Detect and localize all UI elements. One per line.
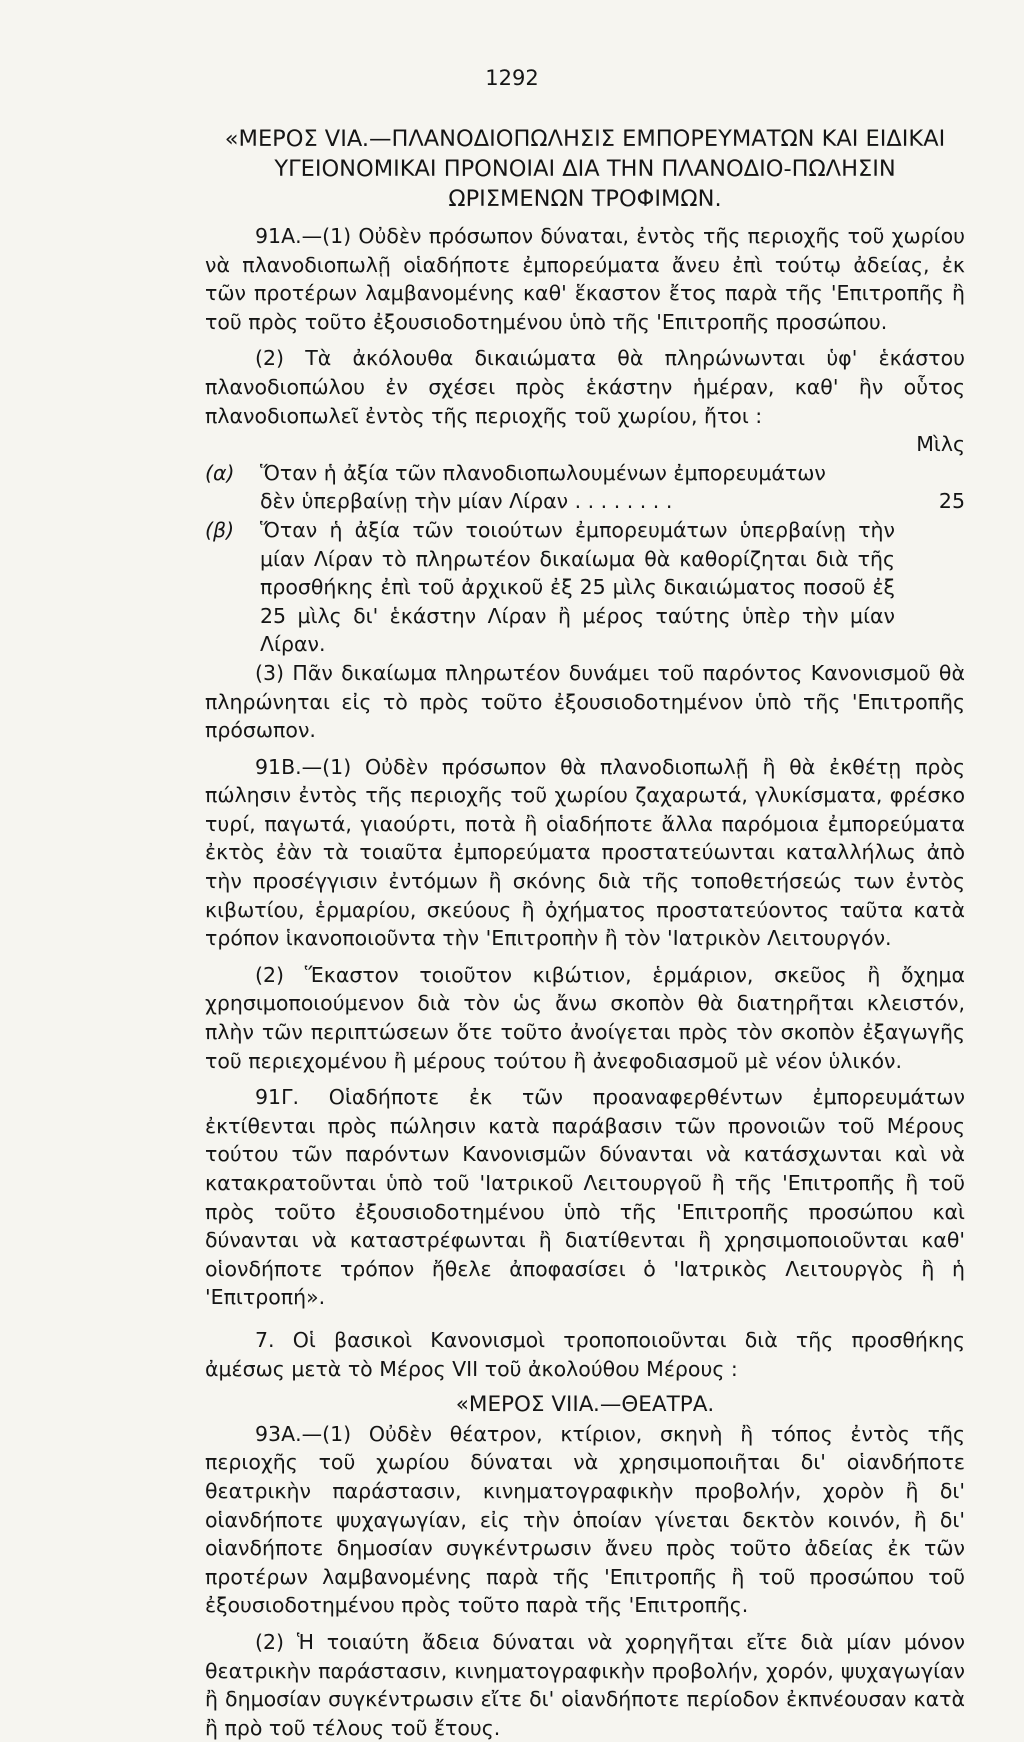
regulation-91b-1: 91Β.—(1) Οὐδὲν πρόσωπον θὰ πλανοδιοπωλῇ ἢ θὰ ἐκθέτῃ πρὸς πώλησιν ἐντὸς τῆς περιοχῆς τοῦ χωρίου ζαχαρωτά, γλυκίσματα, φρέσκο τυρί, παγωτά, γιαούρτι, ποτὰ ἢ οἱαδήποτε ἄλλα παρόμοια ἐμπορεύματα ἐκτὸς ἐὰν τὰ τοιαῦτα ἐμπορεύματα προστατεύωνται καταλλήλως ἀπὸ τὴν προσέγγισιν ἐντόμων ἢ σκόνης διὰ τῆς τοποθετήσεώς των ἐντὸς κιβωτίου, ἑρμαρίου, σκεύους ἢ ὀχήματος προστατεύοντος ταῦτα κατὰ τρόπον ἱκανοποιοῦντα τὴν 'Επιτροπὴν ἢ τὸν 'Ιατρικὸν Λειτουργόν. [205, 754, 965, 951]
fee-item-a [205, 459, 965, 516]
item-a-value: 25 [938, 489, 965, 514]
part-6a-body [205, 222, 965, 1742]
regulation-93a-2: (2) Ἡ τοιαύτη ἄδεια δύναται νὰ χορηγῆται εἴτε διὰ μίαν μόνον θεατρικὴν παράστασιν, κινηματογραφικὴν προβολήν, χορόν, ψυχαγωγίαν ἢ δημοσίαν συγκέντρωσιν εἴτε δι' οἱανδήποτε περίοδον ἐκπνέουσαν κατὰ ἢ πρὸ τοῦ τέλους τοῦ ἔτους. [205, 1629, 965, 1740]
item-a-line1: Ὅταν ἡ ἀξία τῶν πλανοδιοπωλουμένων ἐμπορευμάτων [260, 460, 826, 485]
regulation-91b-2: (2) Ἕκαστον τοιοῦτον κιβώτιον, ἑρμάριον, σκεῦος ἢ ὄχημα χρησιμοποιούμενον διὰ τὸν ὡς ἄνω σκοπὸν θὰ διατηρῆται κλειστόν, πλὴν τῶν περιπτώσεων ὅτε τοῦτο ἀνοίγεται πρὸς τὸν σκοπὸν ἐξαγωγῆς τοῦ περιεχομένου ἢ μέρους τούτου ἢ ἀνεφοδιασμοῦ μὲ νέον ὑλικόν. [205, 962, 965, 1073]
item-a-label: (α) [205, 460, 235, 485]
amendment-7: 7. Οἱ βασικοὶ Κανονισμοὶ τροποποιοῦνται διὰ τῆς προσθήκης ἀμέσως μετὰ τὸ Μέρος VII τοῦ ἀκολούθου Μέρους : [205, 1327, 965, 1381]
part-7a-heading: «ΜΕΡΟΣ VIIA.—ΘΕΑΤΡΑ. [455, 1392, 715, 1418]
item-b-text: Ὅταν ἡ ἀξία τῶν τοιούτων ἐμπορευμάτων ὑπερβαίνῃ τὴν μίαν Λίραν τὸ πληρωτέον δικαίωμα θὰ καθορίζηται διὰ τῆς προσθήκης ἐπὶ τοῦ ἀρχικοῦ ἐξ 25 μὶλς δικαιώματος ποσοῦ ἐξ 25 μὶλς δι' ἑκάστην Λίραν ἢ μέρος ταύτης ὑπὲρ τὴν μίαν Λίραν. [260, 517, 895, 657]
item-b-label: (β) [205, 517, 235, 542]
mils-column-header: Μὶλς [916, 432, 965, 457]
item-a-line2: δὲν ὑπερβαίνῃ τὴν μίαν Λίραν . . . . . . . . [260, 489, 673, 514]
part-6a-heading: «ΜΕΡΟΣ VIA.—ΠΛΑΝΟΔΙΟΠΩΛΗΣΙΣ ΕΜΠΟΡΕΥΜΑΤΩΝ ΚΑΙ ΕΙΔΙΚΑΙ ΥΓΕΙΟΝΟΜΙΚΑΙ ΠΡΟΝΟΙΑΙ ΔΙΑ ΤΗΝ ΠΛΑΝΟΔΙΟ-ΠΩΛΗΣΙΝ ΩΡΙΣΜΕΝΩΝ ΤΡΟΦΙΜΩΝ. [224, 126, 946, 212]
regulation-91a-3: (3) Πᾶν δικαίωμα πληρωτέον δυνάμει τοῦ παρόντος Κανονισμοῦ θὰ πληρώνηται εἰς τὸ πρὸς τοῦτο ἐξουσιοδοτημένον ὑπὸ τῆς 'Επιτροπῆς πρόσωπον. [205, 660, 965, 743]
page-number: 1292 [485, 66, 539, 90]
regulation-93a-1: 93Α.—(1) Οὐδὲν θέατρον, κτίριον, σκηνὴ ἢ τόπος ἐντὸς τῆς περιοχῆς τοῦ χωρίου δύναται νὰ χρησιμοποιῆται δι' οἱανδήποτε θεατρικὴν παράστασιν, κινηματογραφικὴν προβολήν, χορὸν ἢ δι' οἱανδήποτε ψυχαγωγίαν, εἰς τὴν ὁποίαν γίνεται δεκτὸν κοινόν, ἢ δι' οἱανδήποτε δημοσίαν συγκέντρωσιν ἄνευ πρὸς τοῦτο ἀδείας ἐκ τῶν προτέρων λαμβανομένης παρὰ τῆς 'Επιτροπῆς ἢ τοῦ προσώπου τοῦ ἐξουσιοδοτημένου πρὸς τοῦτο παρὰ τῆς 'Επιτροπῆς. [205, 1421, 965, 1618]
regulation-91g: 91Γ. Οἱαδήποτε ἐκ τῶν προαναφερθέντων ἐμπορευμάτων ἐκτίθενται πρὸς πώλησιν κατὰ παράβασιν τῶν προνοιῶν τοῦ Μέρους τούτου τῶν παρόντων Κανονισμῶν δύνανται νὰ κατάσχωνται καὶ νὰ κατακρατοῦνται ὑπὸ τοῦ 'Ιατρικοῦ Λειτουργοῦ ἢ τῆς 'Επιτροπῆς ἢ τοῦ πρὸς τοῦτο ἐξουσιοδοτημένου ὑπὸ τῆς 'Επιτροπῆς προσώπου καὶ δύνανται νὰ καταστρέφωνται ἢ διατίθενται ἢ χρησιμοποιοῦνται καθ' οἱονδήποτε τρόπον ἤθελε ἀποφασίσει ὁ 'Ιατρικὸς Λειτουργὸς ἢ ἡ 'Επιτροπή». [205, 1085, 965, 1310]
regulation-91a-2: (2) Τὰ ἀκόλουθα δικαιώματα θὰ πληρώνωνται ὑφ' ἑκάστου πλανοδιοπώλου ἐν σχέσει πρὸς ἑκάστην ἡμέραν, καθ' ἣν οὗτος πλανοδιοπωλεῖ ἐντὸς τῆς περιοχῆς τοῦ χωρίου, ἤτοι : [205, 346, 965, 428]
regulation-91a-1: 91Α.—(1) Οὐδὲν πρόσωπον δύναται, ἐντὸς τῆς περιοχῆς τοῦ χωρίου νὰ πλανοδιοπωλῇ οἱαδήποτε ἐμπορεύματα ἄνευ ἐπὶ τούτῳ ἀδείας, ἐκ τῶν προτέρων λαμβανομένης καθ' ἕκαστον ἔτος παρὰ τῆς 'Επιτροπῆς ἢ τοῦ πρὸς τοῦτο ἐξουσιοδοτημένου ὑπὸ τῆς 'Επιτροπῆς προσώπου. [205, 224, 965, 334]
fee-item-b [205, 516, 965, 659]
item-a-line2-row [260, 487, 965, 516]
